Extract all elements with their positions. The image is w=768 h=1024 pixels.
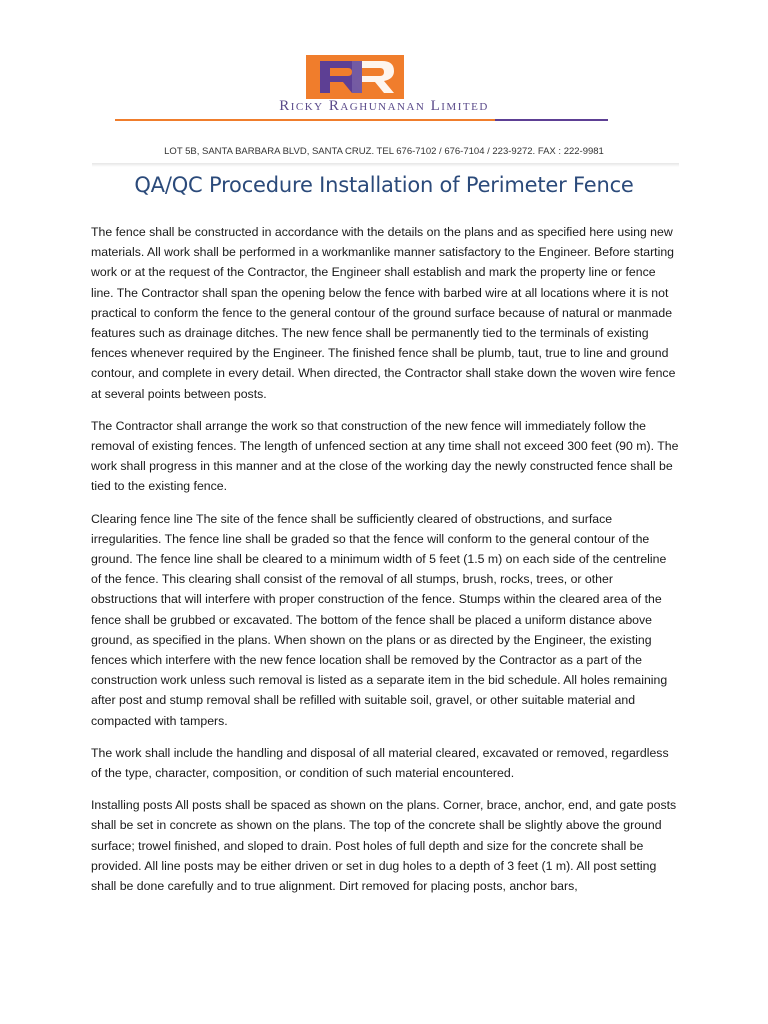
header-rule-orange [115,119,495,121]
company-address: LOT 5B, SANTA BARBARA BLVD, SANTA CRUZ. TEL 676-7102 / 676-7104 / 223-9272. FAX : 222-9981 [164,146,604,157]
paragraph-text: The Contractor shall arrange the work so that construction of the new fence will immediately follow the removal of existing fences. The length of unfenced section at any time shall not exceed 300 feet (90 m). The work shall progress in this manner and at the close of the working day the newly constructed fence shall be tied to the existing fence. [91,418,679,494]
paragraph [91,509,679,731]
paragraph-text: The fence shall be constructed in accordance with the details on the plans and as specified here using new materials. All work shall be performed in a workmanlike manner satisfactory to the Engineer. Before starting work or at the request of the Contractor, the Engineer shall establish and mark the property line or fence line. The Contractor shall span the opening below the fence with barbed wire at all locations where it is not practical to conform the fence to the general contour of the ground surface because of natural or manmade features such as drainage ditches. The new fence shall be permanently tied to the terminals of existing fences whenever required by the Engineer. The finished fence shall be plumb, taut, true to line and ground contour, and complete in every detail. When directed, the Contractor shall stake down the woven wire fence at several points between posts. [91,225,676,401]
paragraph [91,743,679,783]
paragraph [91,222,679,404]
paragraph-lead: Clearing fence line [91,511,193,526]
header-divider [92,163,679,167]
document-body [91,222,679,908]
paragraph [91,795,679,896]
document-title: QA/QC Procedure Installation of Perimeter Fence [134,173,634,197]
paragraph-lead: Installing posts [91,798,173,813]
paragraph-text: All posts shall be spaced as shown on the plans. Corner, brace, anchor, end, and gate posts shall be set in concrete as shown on the plans. The top of the concrete shall be slightly above the ground surface; trowel finished, and sloped to drain. Post holes of full depth and size for the concrete shall be provided. All line posts may be either driven or set in dug holes to a depth of 3 feet (1 m). All post setting shall be done carefully and to true alignment. Dirt removed for placing posts, anchor bars, [91,798,677,894]
paragraph [91,416,679,497]
company-logo [306,55,404,99]
paragraph-text: The work shall include the handling and disposal of all material cleared, excavated or removed, regardless of the type, character, composition, or condition of such material encountered. [91,745,669,781]
paragraph-text: The site of the fence shall be sufficiently cleared of obstructions, and surface irregularities. The fence line shall be graded so that the fence will conform to the general contour of the ground. The fence line shall be cleared to a minimum width of 5 feet (1.5 m) on each side of the centreline of the fence. This clearing shall consist of the removal of all stumps, brush, rocks, trees, or other obstructions that will interfere with proper construction of the fence. Stumps within the cleared area of the fence shall be grubbed or excavated. The bottom of the fence shall be placed a uniform distance above ground, as specified in the plans. When shown on the plans or as directed by the Engineer, the existing fences which interfere with the new fence location shall be removed by the Contractor as a part of the construction work unless such removal is listed as a separate item in the bid schedule. All holes remaining after post and stump removal shall be refilled with suitable soil, gravel, or other suitable material and compacted with tampers. [91,511,668,728]
header-rule-purple [495,119,608,121]
letterhead [0,0,768,170]
company-name: Ricky Raghunanan Limited [279,98,489,114]
